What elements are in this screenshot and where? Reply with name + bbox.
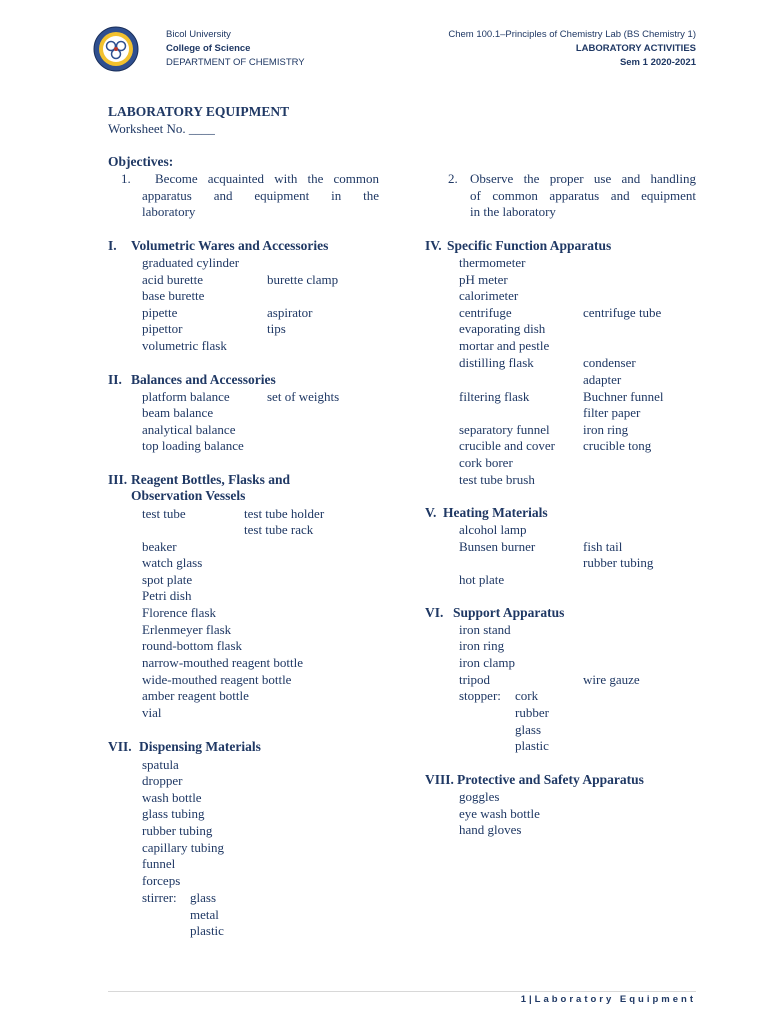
section-8-number: VIII. bbox=[425, 772, 454, 787]
equipment-item: separatory funnel bbox=[459, 422, 550, 437]
equipment-item: stirrer: bbox=[142, 890, 177, 905]
equipment-item: acid burette bbox=[142, 272, 203, 287]
equipment-item: rubber tubing bbox=[583, 555, 654, 570]
equipment-item: pH meter bbox=[459, 272, 508, 287]
section-6-number: VI. bbox=[425, 605, 444, 620]
equipment-item: crucible tong bbox=[583, 438, 652, 453]
equipment-item: eye wash bottle bbox=[459, 806, 540, 821]
section-1-title: Volumetric Wares and Accessories bbox=[131, 238, 329, 253]
equipment-item: cork bbox=[515, 688, 539, 703]
equipment-item: funnel bbox=[142, 856, 176, 871]
equipment-item: filter paper bbox=[583, 405, 641, 420]
equipment-item: metal bbox=[190, 907, 219, 922]
university-name: Bicol University bbox=[166, 29, 231, 40]
equipment-item: hot plate bbox=[459, 572, 505, 587]
equipment-item: distilling flask bbox=[459, 355, 534, 370]
section-7-title: Dispensing Materials bbox=[139, 739, 261, 754]
equipment-item: centrifuge bbox=[459, 305, 512, 320]
equipment-item: mortar and pestle bbox=[459, 338, 550, 353]
equipment-item: filtering flask bbox=[459, 389, 530, 404]
equipment-item: top loading balance bbox=[142, 438, 244, 453]
section-1-number: I. bbox=[108, 238, 117, 253]
equipment-item: watch glass bbox=[142, 555, 203, 570]
equipment-item: iron clamp bbox=[459, 655, 515, 670]
document-title: LABORATORY EQUIPMENT bbox=[108, 104, 290, 119]
equipment-item: crucible and cover bbox=[459, 438, 556, 453]
equipment-item: goggles bbox=[459, 789, 500, 804]
section-3-title: Reagent Bottles, Flasks and bbox=[131, 472, 291, 487]
equipment-item: test tube brush bbox=[459, 472, 535, 487]
equipment-item: beaker bbox=[142, 539, 177, 554]
equipment-item: calorimeter bbox=[459, 288, 519, 303]
college-name: College of Science bbox=[166, 43, 251, 54]
equipment-item: base burette bbox=[142, 288, 205, 303]
worksheet-number: Worksheet No. ____ bbox=[108, 121, 215, 136]
equipment-item: vial bbox=[142, 705, 162, 720]
equipment-item: tips bbox=[267, 321, 286, 336]
objective-2-line: in the laboratory bbox=[470, 204, 556, 220]
equipment-item: amber reagent bottle bbox=[142, 688, 249, 703]
equipment-item: test tube bbox=[142, 506, 186, 521]
department-name: DEPARTMENT OF CHEMISTRY bbox=[166, 57, 305, 68]
equipment-item: Buchner funnel bbox=[583, 389, 664, 404]
equipment-item: Bunsen burner bbox=[459, 539, 536, 554]
equipment-item: beam balance bbox=[142, 405, 214, 420]
equipment-item: hand gloves bbox=[459, 822, 522, 837]
course-title: Chem 100.1–Principles of Chemistry Lab (BS Chemistry 1) bbox=[448, 29, 696, 40]
objective-2-number: 2. bbox=[448, 171, 458, 186]
equipment-item: aspirator bbox=[267, 305, 313, 320]
equipment-item: pipettor bbox=[142, 321, 183, 336]
equipment-item: capillary tubing bbox=[142, 840, 224, 855]
section-4-number: IV. bbox=[425, 238, 442, 253]
equipment-item: iron ring bbox=[583, 422, 629, 437]
section-3-number: III. bbox=[108, 472, 128, 487]
equipment-item: dropper bbox=[142, 773, 183, 788]
activities-label: LABORATORY ACTIVITIES bbox=[575, 43, 696, 54]
equipment-item: pipette bbox=[142, 305, 178, 320]
objective-1-line: Become acquainted with the common bbox=[155, 171, 379, 186]
section-8-title: Protective and Safety Apparatus bbox=[457, 772, 644, 787]
footer-separator: | bbox=[528, 994, 535, 1005]
equipment-item: set of weights bbox=[267, 389, 340, 404]
equipment-item: wide-mouthed reagent bottle bbox=[142, 672, 292, 687]
equipment-item: glass bbox=[515, 722, 541, 737]
section-4-title: Specific Function Apparatus bbox=[447, 238, 612, 253]
semester-label: Sem 1 2020-2021 bbox=[619, 57, 696, 68]
equipment-item: stopper: bbox=[459, 688, 501, 703]
equipment-item: thermometer bbox=[459, 255, 526, 270]
equipment-item: spatula bbox=[142, 757, 179, 772]
equipment-item: centrifuge tube bbox=[583, 305, 662, 320]
equipment-item: glass tubing bbox=[142, 806, 205, 821]
equipment-item: rubber bbox=[515, 705, 549, 720]
equipment-item: evaporating dish bbox=[459, 321, 546, 336]
section-2-number: II. bbox=[108, 372, 122, 387]
equipment-item: Florence flask bbox=[142, 605, 217, 620]
bicol-university-seal-logo bbox=[93, 26, 139, 72]
footer-label: Laboratory Equipment bbox=[534, 994, 696, 1005]
page-number: 1 bbox=[520, 994, 529, 1005]
objective-1-line: laboratory bbox=[142, 204, 196, 220]
equipment-item: rubber tubing bbox=[142, 823, 213, 838]
equipment-item: plastic bbox=[515, 738, 549, 753]
footer-divider bbox=[108, 991, 696, 992]
objective-2-line: Observe the proper use and handling bbox=[470, 171, 696, 186]
equipment-item: analytical balance bbox=[142, 422, 236, 437]
equipment-item: tripod bbox=[459, 672, 491, 687]
equipment-item: round-bottom flask bbox=[142, 638, 243, 653]
equipment-item: narrow-mouthed reagent bottle bbox=[142, 655, 303, 670]
equipment-item: Petri dish bbox=[142, 588, 192, 603]
equipment-item: test tube rack bbox=[244, 522, 314, 537]
equipment-item: wash bottle bbox=[142, 790, 202, 805]
section-5-number: V. bbox=[425, 505, 437, 520]
equipment-item: forceps bbox=[142, 873, 181, 888]
equipment-item: iron ring bbox=[459, 638, 505, 653]
objective-2 bbox=[470, 171, 696, 221]
equipment-item: platform balance bbox=[142, 389, 230, 404]
equipment-item: iron stand bbox=[459, 622, 511, 637]
section-2-title: Balances and Accessories bbox=[131, 372, 276, 387]
page-footer bbox=[521, 994, 696, 1005]
objective-1 bbox=[142, 171, 379, 221]
equipment-item: fish tail bbox=[583, 539, 623, 554]
equipment-item: adapter bbox=[583, 372, 622, 387]
equipment-item: burette clamp bbox=[267, 272, 339, 287]
equipment-item: Erlenmeyer flask bbox=[142, 622, 232, 637]
equipment-item: test tube holder bbox=[244, 506, 325, 521]
objective-2-line: of common apparatus and equipment bbox=[470, 187, 696, 203]
equipment-item: glass bbox=[190, 890, 216, 905]
equipment-item: wire gauze bbox=[583, 672, 640, 687]
equipment-item: plastic bbox=[190, 923, 224, 938]
equipment-item: spot plate bbox=[142, 572, 193, 587]
section-7-number: VII. bbox=[108, 739, 132, 754]
equipment-item: condenser bbox=[583, 355, 636, 370]
objective-1-number: 1. bbox=[121, 171, 131, 186]
objective-1-line: apparatus and equipment in the bbox=[142, 187, 379, 203]
equipment-item: graduated cylinder bbox=[142, 255, 240, 270]
section-6-title: Support Apparatus bbox=[453, 605, 565, 620]
equipment-item: volumetric flask bbox=[142, 338, 227, 353]
equipment-item: cork borer bbox=[459, 455, 513, 470]
section-5-title: Heating Materials bbox=[443, 505, 548, 520]
equipment-item: alcohol lamp bbox=[459, 522, 527, 537]
objectives-heading: Objectives: bbox=[108, 154, 174, 169]
section-3-title-line2: Observation Vessels bbox=[131, 488, 246, 503]
